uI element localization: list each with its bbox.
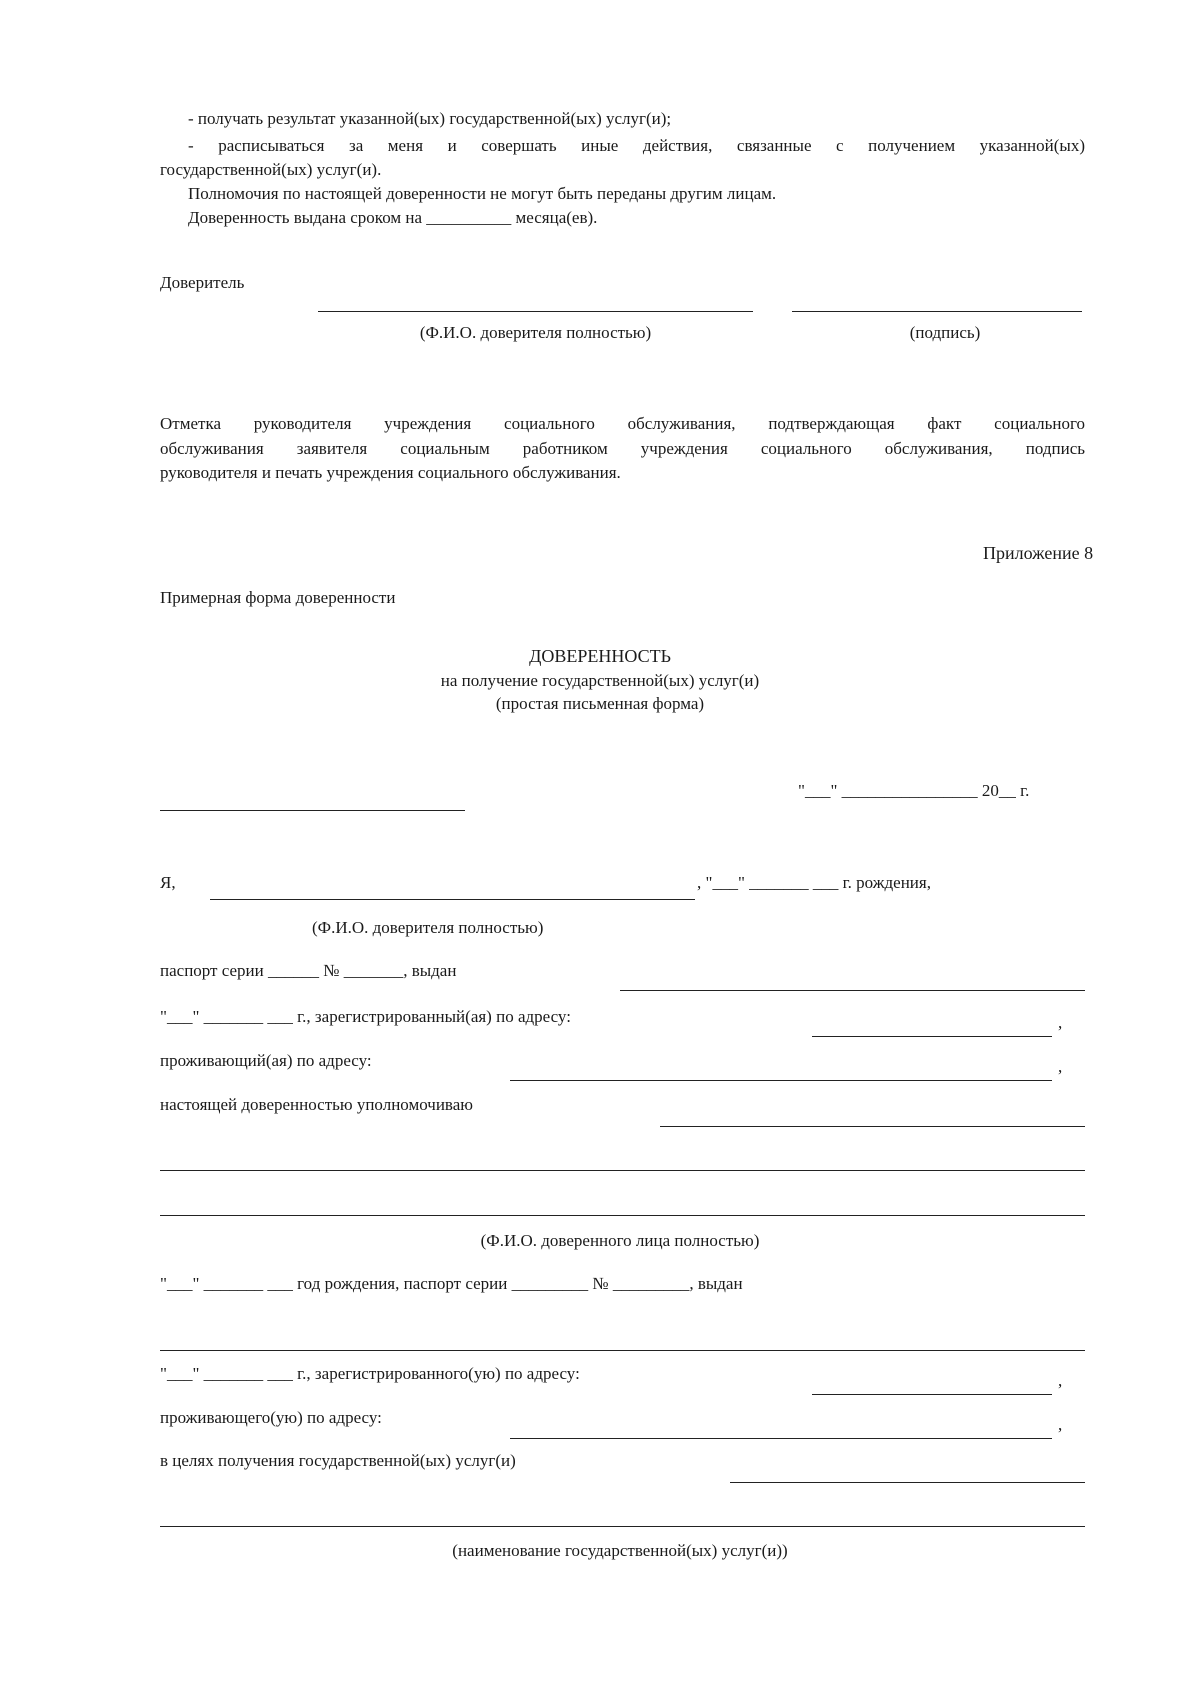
passport-field: паспорт серии ______ № _______, выдан (160, 961, 457, 980)
form-subtitle-type: (простая письменная форма) (495, 694, 705, 713)
agent-name-line-3 (160, 1215, 1085, 1216)
agent-registration-comma: , (1058, 1371, 1063, 1390)
agent-residing-address-line (510, 1438, 1052, 1439)
agent-name-line-1 (660, 1126, 1085, 1127)
form-title: ДОВЕРЕННОСТЬ (529, 646, 671, 666)
birth-date-field: , "___" _______ ___ г. рождения, (697, 873, 931, 892)
service-name-line-1 (730, 1482, 1085, 1483)
form-subtitle: на получение государственной(ых) услуг(и) (440, 671, 760, 690)
item-receive-result: - получать результат указанной(ых) государственной(ых) услуг(и); (188, 109, 672, 128)
agent-registration-field: "___" _______ ___ г., зарегистрированного(ую) по адресу: (160, 1364, 580, 1383)
principal-signature-line (792, 311, 1082, 312)
item-sign-line1: - расписываться за меня и совершать иные действия, связанные с получением указанной(ых) (188, 136, 1085, 155)
purpose-label: в целях получения государственной(ых) услуг(и) (160, 1451, 516, 1470)
residing-field: проживающий(ая) по адресу: (160, 1051, 372, 1070)
residing-address-line (510, 1080, 1052, 1081)
principal-name-line (210, 899, 695, 900)
powers-text: Полномочия по настоящей доверенности не могут быть переданы другим лицам. (188, 184, 777, 203)
date-field: "___" ________________ 20__ г. (798, 781, 1030, 800)
term-text (188, 207, 597, 229)
registration-field: "___" _______ ___ г., зарегистрированный(ая) по адресу: (160, 1007, 571, 1026)
registration-address-line (812, 1036, 1052, 1037)
term-prefix: Доверенность выдана сроком на (188, 208, 423, 227)
note-line2: обслуживания заявителя социальным работником учреждения социального обслуживания, подпись (160, 439, 1085, 458)
item-sign-line2: государственной(ых) услуг(и). (160, 160, 382, 179)
note-line3: руководителя и печать учреждения социального обслуживания. (160, 463, 621, 482)
principal-fio-caption: (Ф.И.О. доверителя полностью) (419, 323, 652, 342)
fio-agent-caption: (Ф.И.О. доверенного лица полностью) (480, 1231, 760, 1250)
principal-fio-line (318, 311, 753, 312)
agent-passport-issued-line (160, 1350, 1085, 1351)
service-caption: (наименование государственной(ых) услуг(и)) (452, 1541, 788, 1560)
place-line (160, 810, 465, 811)
registration-comma: , (1058, 1013, 1063, 1032)
note-line1: Отметка руководителя учреждения социального обслуживания, подтверждающая факт социального (160, 414, 1085, 433)
fio-principal-caption: (Ф.И.О. доверителя полностью) (312, 918, 544, 937)
term-blank: __________ (426, 208, 512, 227)
sample-form-label: Примерная форма доверенности (160, 588, 396, 607)
principal-label: Доверитель (160, 273, 245, 292)
agent-residing-field: проживающего(ую) по адресу: (160, 1408, 382, 1427)
service-name-line-2 (160, 1526, 1085, 1527)
agent-name-line-2 (160, 1170, 1085, 1171)
agent-birth-passport-field: "___" _______ ___ год рождения, паспорт серии _________ № _________, выдан (160, 1274, 743, 1293)
agent-registration-address-line (812, 1394, 1052, 1395)
passport-issued-line (620, 990, 1085, 991)
agent-residing-comma: , (1058, 1415, 1063, 1434)
residing-comma: , (1058, 1057, 1063, 1076)
appendix-label: Приложение 8 (983, 543, 1094, 563)
authorize-label: настоящей доверенностью уполномочиваю (160, 1095, 473, 1114)
term-suffix: месяца(ев). (515, 208, 598, 227)
principal-signature-caption: (подпись) (909, 323, 981, 342)
ya-label: Я, (160, 873, 176, 892)
